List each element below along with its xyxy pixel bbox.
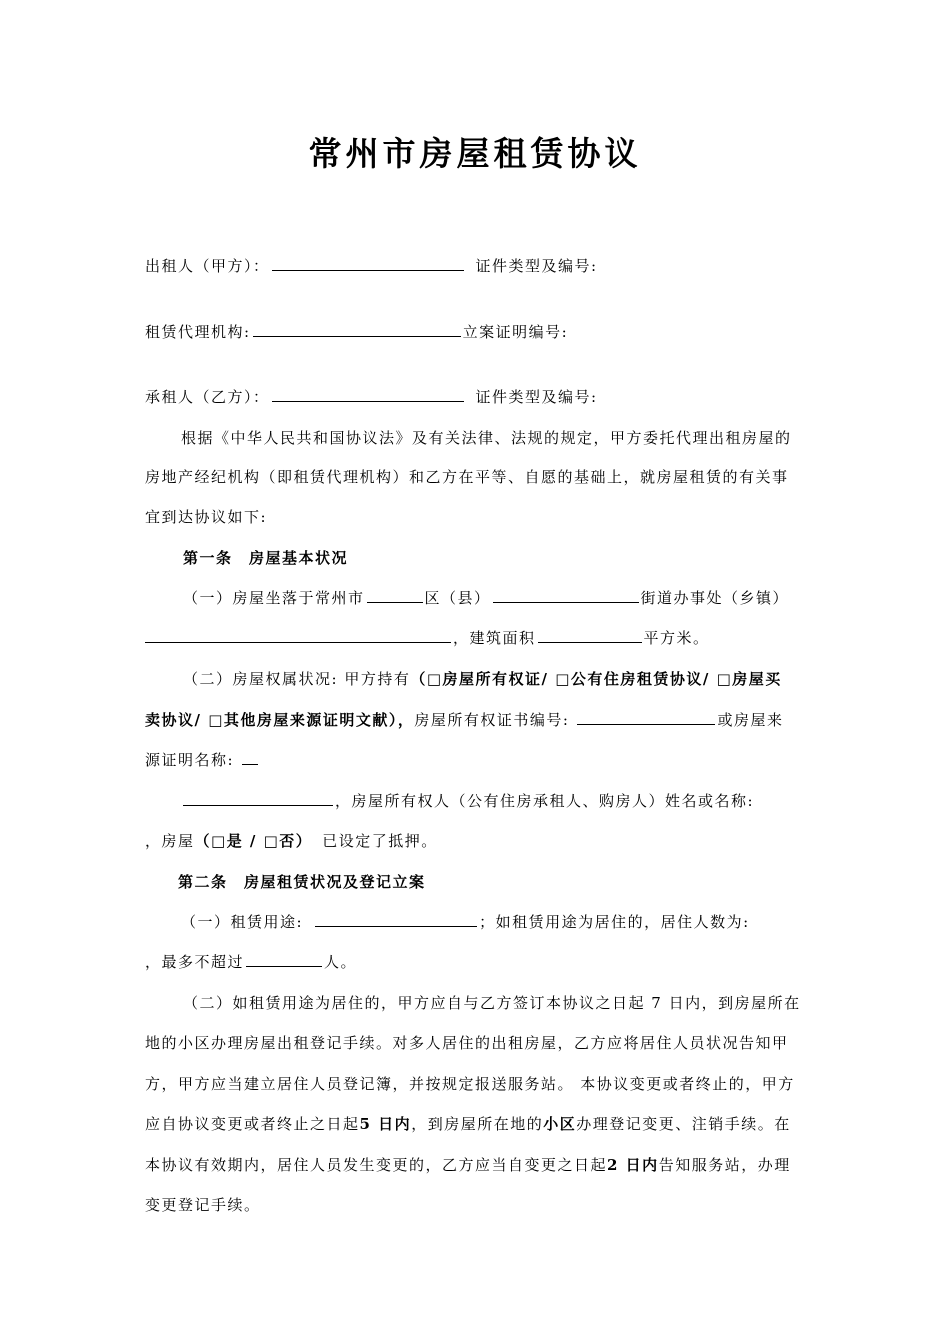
article1-heading: 第一条 房屋基本状况 — [183, 549, 349, 567]
article2-heading: 第二条 房屋租赁状况及登记立案 — [178, 873, 426, 891]
article1-item2-line4 — [183, 790, 754, 811]
use-blank[interactable] — [315, 912, 477, 927]
occupants-label: ；如租赁用途为居住的，居住人数为: — [479, 913, 750, 931]
p4-bold-community: 小区 — [543, 1115, 577, 1133]
mortgage-text: 已设定了抵押。 — [322, 832, 438, 850]
mortgage-label: ，房屋 — [145, 832, 195, 850]
ownership-label: （二）房屋权属状况: 甲方持有 — [183, 670, 411, 688]
source-name-blank-2[interactable] — [183, 791, 333, 806]
p5-bold-days: 2 日内 — [607, 1156, 659, 1174]
article2-p5 — [145, 1154, 791, 1175]
lessee-label: 承租人（乙方）： — [145, 388, 270, 406]
street-blank[interactable] — [493, 588, 639, 603]
document-title: 常州市房屋租赁协议 — [308, 134, 642, 173]
certificate-no-blank[interactable] — [577, 710, 715, 725]
p5-text-b: 告知服务站，办理 — [658, 1156, 791, 1174]
source-label-2: 源证明名称: — [145, 751, 235, 769]
ownership-options-2: 卖协议/ □其他房屋来源证明文献）， — [145, 711, 415, 729]
district-blank[interactable] — [367, 588, 423, 603]
street-office-label: 街道办事处（乡镇） — [640, 589, 790, 607]
article2-p3: 方，甲方应当建立居住人员登记簿，并按规定报送服务站。 本协议变更或者终止的，甲方 — [145, 1075, 795, 1093]
agency-label: 租赁代理机构: — [145, 323, 251, 341]
source-label-1: 或房屋来 — [717, 711, 784, 729]
article1-item2-line1 — [183, 668, 782, 689]
article1-item1-line2 — [145, 627, 710, 648]
lessee-line — [145, 386, 598, 407]
lessor-line — [145, 255, 598, 276]
lessee-blank[interactable] — [272, 387, 464, 402]
p4-bold-days: 5 日内 — [359, 1115, 412, 1133]
article2-p4 — [145, 1113, 791, 1134]
lessor-label: 出租人（甲方）： — [145, 257, 270, 275]
certificate-no-label: 房屋所有权证书编号: — [414, 711, 570, 729]
area-label: ，建筑面积 — [453, 629, 536, 647]
article2-item1-line2 — [145, 951, 357, 972]
agency-line — [145, 321, 568, 342]
article2-item1-line1 — [181, 911, 750, 932]
lessee-id-label: 证件类型及编号: — [475, 388, 598, 406]
article2-p2: 地的小区办理房屋出租登记手续。对多人居住的出租房屋，乙方应将居住人员状况告知甲 — [145, 1034, 789, 1052]
p4-text-a: 应自协议变更或者终止之日起 — [145, 1115, 360, 1133]
lessor-id-label: 证件类型及编号: — [475, 257, 598, 275]
address-blank[interactable] — [145, 628, 451, 643]
max-occupants-blank[interactable] — [246, 952, 322, 967]
area-unit: 平方米。 — [643, 629, 710, 647]
article1-item2-line5 — [145, 830, 438, 851]
preamble-line-3: 宜到达协议如下: — [145, 508, 268, 526]
source-name-blank[interactable] — [242, 750, 258, 765]
p4-text-b: ，到房屋所在地的 — [411, 1115, 544, 1133]
preamble-line-2: 房地产经纪机构（即租赁代理机构）和乙方在平等、自愿的基础上，就房屋租赁的有关事 — [145, 468, 789, 486]
article1-item2-line2 — [145, 709, 783, 730]
occupants-unit: 人。 — [324, 953, 358, 971]
max-occupants-label: ，最多不超过 — [145, 953, 245, 971]
agency-record-label: 立案证明编号: — [462, 323, 569, 341]
lessor-blank[interactable] — [272, 256, 464, 271]
location-label: （一）房屋坐落于常州市 — [183, 589, 365, 607]
article2-p6: 变更登记手续。 — [145, 1196, 261, 1214]
ownership-options-1: （□房屋所有权证/ □公有住房租赁协议/ □房屋买 — [410, 670, 782, 688]
district-label: 区（县） — [424, 589, 491, 607]
use-label: （一）租赁用途: — [181, 913, 304, 931]
mortgage-options: （□是 / □否） — [194, 832, 313, 850]
p4-text-c: 办理登记变更、注销手续。在 — [576, 1115, 791, 1133]
article1-item2-line3 — [145, 749, 260, 770]
p5-text-a: 本协议有效期内，居住人员发生变更的，乙方应当自变更之日起 — [145, 1156, 608, 1174]
agency-blank[interactable] — [253, 322, 461, 337]
area-blank[interactable] — [538, 628, 642, 643]
article2-p1: （二）如租赁用途为居住的，甲方应自与乙方签订本协议之日起 7 日内，到房屋所在 — [183, 994, 801, 1012]
article1-item1-line1 — [183, 587, 789, 608]
owner-name-label: ，房屋所有权人（公有住房承租人、购房人）姓名或名称: — [335, 792, 755, 810]
preamble-line-1: 根据《中华人民共和国协议法》及有关法律、法规的规定，甲方委托代理出租房屋的 — [181, 429, 792, 447]
